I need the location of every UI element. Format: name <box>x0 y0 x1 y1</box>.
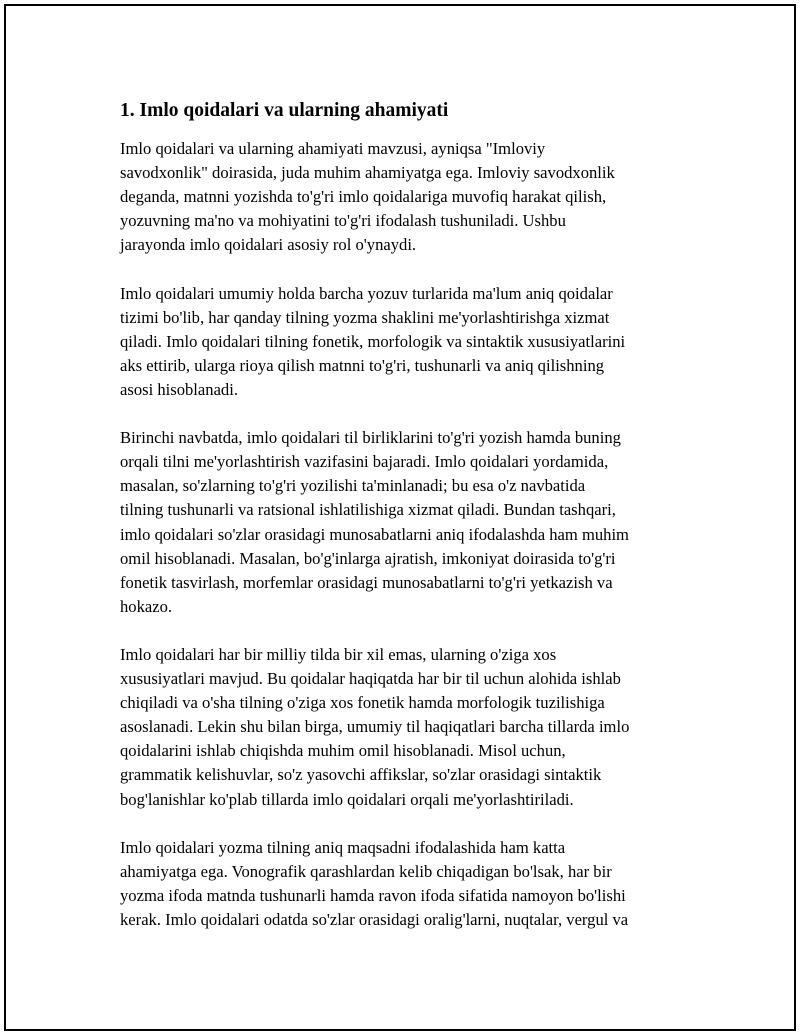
paragraph-4: Imlo qoidalari har bir milliy tilda bir xil emas, ularning o'ziga xos xususiyatlari mavjud. Bu qoidalar haqiqatda har bir til uchun alohida ishlab chiqiladi va o'sha tilning o'ziga xos fonetik hamda morfologik tuzilishiga asoslanadi. Lekin shu bilan birga, umumiy til haqiqatlari barcha tillarda imlo qoidalarini ishlab chiqishda muhim omil hisoblanadi. Misol uchun, grammatik kelishuvlar, so'z yasovchi affikslar, so'zlar orasidagi sintaktik bog'lanishlar ko'plab tillarda imlo qoidalari orqali me'yorlashtiriladi. <box>120 644 630 809</box>
document-body <box>120 98 692 956</box>
section-heading: 1. Imlo qoidalari va ularning ahamiyati <box>120 100 449 121</box>
paragraph-1: Imlo qoidalari va ularning ahamiyati mavzusi, ayniqsa "Imloviy savodxonlik" doirasida, juda muhim ahamiyatga ega. Imloviy savodxonlik deganda, matnni yozishda to'g'ri imlo qoidalariga muvofiq harakat qilish, yozuvning ma'no va mohiyatini to'g'ri ifodalash tushuniladi. Ushbu jarayonda imlo qoidalari asosiy rol o'ynaydi. <box>120 139 615 255</box>
paragraph-3: Birinchi navbatda, imlo qoidalari til birliklarini to'g'ri yozish hamda buning orqali tilni me'yorlashtirish vazifasini bajaradi. Imlo qoidalari yordamida, masalan, so'zlarning to'g'ri yozilishi ta'minlanadi; bu esa o'z navbatida tilning tushunarli va ratsional ishlatilishiga xizmat qiladi. Bundan tashqari, imlo qoidalari so'zlar orasidagi munosabatlarni aniq ifodalashda ham muhim omil hisoblanadi. Masalan, bo'g'inlarga ajratish, imkoniyat doirasida to'g'ri fonetik tasvirlash, morfemlar orasidagi munosabatlarni to'g'ri yetkazish va hokazo. <box>120 428 629 616</box>
page-frame <box>4 4 796 1031</box>
paragraph-2: Imlo qoidalari umumiy holda barcha yozuv turlarida ma'lum aniq qoidalar tizimi bo'lib, har qanday tilning yozma shaklini me'yorlashtirishga xizmat qiladi. Imlo qoidalari tilning fonetik, morfologik va sintaktik xususiyatlarini aks ettirib, ularga rioya qilish matnni to'g'ri, tushunarli va aniq qilishning asosi hisoblanadi. <box>120 283 626 399</box>
paragraph-5: Imlo qoidalari yozma tilning aniq maqsadni ifodalashida ham katta ahamiyatga ega. Vonografik qarashlardan kelib chiqadigan bo'lsak, har bir yozma ifoda matnda tushunarli hamda ravon ifoda sifatida namoyon bo'lishi kerak. Imlo qoidalari odatda so'zlar orasidagi oralig'larni, nuqtalar, vergul va <box>120 837 629 929</box>
